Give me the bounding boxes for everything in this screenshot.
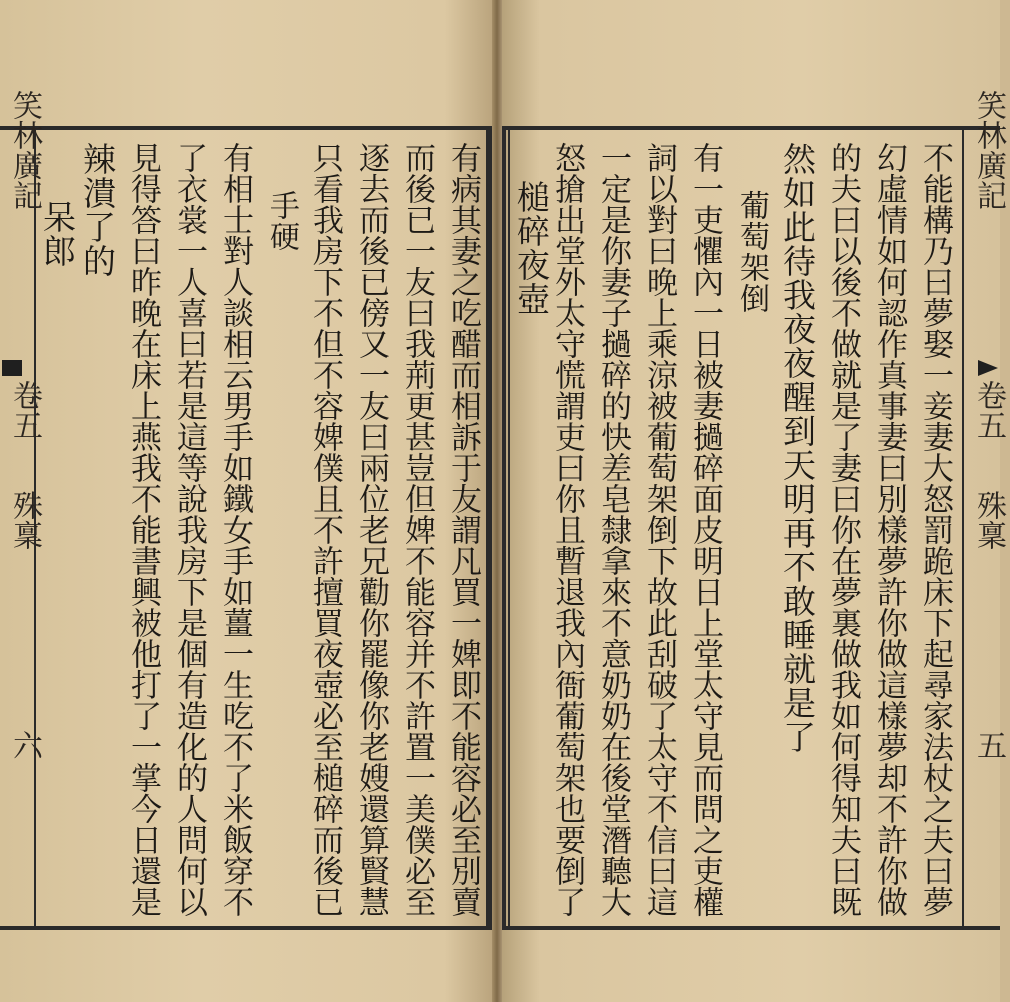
left-text-column: 逐去而後已傍又一友曰兩位老兄勸你罷像你老嫂還算賢慧 bbox=[353, 142, 389, 917]
right-text-column: 詞以對曰晚上乘涼被葡萄架倒下故此刮破了太守不信曰這 bbox=[641, 142, 677, 917]
right-text-column: 幻虛情如何認作真事妻曰別樣夢許你做這樣夢却不許你做 bbox=[871, 142, 907, 917]
right-margin-chapter: 卷五 bbox=[971, 380, 1006, 440]
left-margin-section: 殊稟 bbox=[7, 490, 42, 550]
right-inner-rule bbox=[508, 130, 510, 926]
left-text-column: 辣潰了的 bbox=[78, 142, 117, 278]
left-text-column: 只看我房下不但不容婢僕且不許擅買夜壺必至槌碎而後已 bbox=[307, 142, 343, 917]
right-margin-page: 五 bbox=[971, 730, 1006, 760]
left-margin-page: 六 bbox=[7, 730, 42, 760]
right-text-column: 不能構乃曰夢娶一妾妻大怒罰跪床下起尋家法杖之夫曰夢 bbox=[917, 142, 953, 917]
right-text-column: 一定是你妻子撾碎的快差皂隸拿來不意奶奶在後堂潛聽大 bbox=[595, 142, 631, 917]
left-story-title: 呆郎 bbox=[38, 200, 77, 268]
left-margin-chapter: 卷五 bbox=[7, 380, 42, 440]
left-fish-tail-mark bbox=[2, 360, 22, 376]
right-text-column: 怒搶出堂外太守慌謂吏曰你且暫退我內衙葡萄架也要倒了 bbox=[549, 142, 585, 917]
right-margin-rule bbox=[962, 130, 964, 926]
right-text-column: 的夫曰以後不做就是了妻曰你在夢裏做我如何得知夫曰既 bbox=[825, 142, 861, 917]
left-text-column: 見得答曰昨晚在床上燕我不能書興被他打了一掌今日還是 bbox=[125, 142, 161, 917]
left-text-column: 而後已一友曰我荊更甚豈但婢不能容并不許置一美僕必至 bbox=[399, 142, 435, 917]
left-text-column: 了衣裳一人喜曰若是這等說我房下是個有造化的人問何以 bbox=[171, 142, 207, 917]
right-story-title: 葡萄架倒 bbox=[734, 190, 769, 314]
left-text-column: 有病其妻之吃醋而相訴于友謂凡買一婢即不能容必至別賣 bbox=[445, 142, 481, 917]
right-text-column: 有一吏懼內一日被妻撾碎面皮明日上堂太守見而問之吏權 bbox=[687, 142, 723, 917]
left-text-column: 有相士對人談相云男手如鐵女手如薑一生吃不了米飯穿不 bbox=[217, 142, 253, 917]
right-margin-title: 笑林廣記 bbox=[971, 90, 1006, 210]
right-text-column: 然如此待我夜夜醒到天明再不敢睡就是了 bbox=[778, 142, 817, 754]
book-gutter bbox=[492, 0, 502, 1002]
right-text-column: 槌碎夜壺 bbox=[512, 180, 551, 316]
left-inner-rule bbox=[486, 130, 488, 926]
left-margin-title: 笑林廣記 bbox=[7, 90, 42, 210]
right-margin-section: 殊稟 bbox=[971, 490, 1006, 550]
left-story-title: 手硬 bbox=[264, 190, 299, 252]
